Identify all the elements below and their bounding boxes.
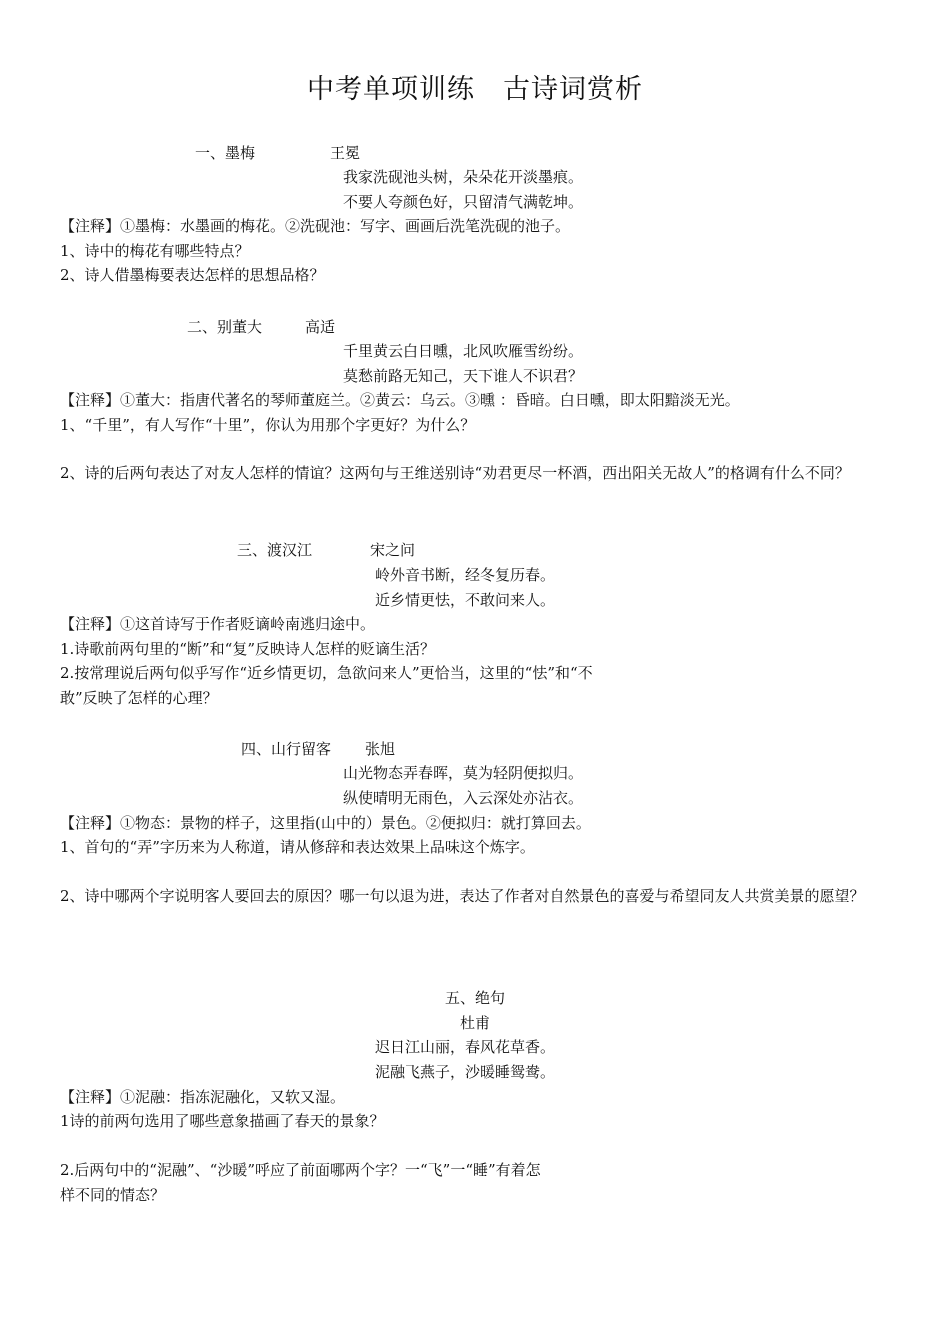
poem-4-line-2: 纵使晴明无雨色，入云深处亦沾衣。 xyxy=(343,789,584,807)
poem-2-heading: 二、别董大 xyxy=(187,318,263,336)
poem-3-note: 【注释】①这首诗写于作者贬谪岭南逃归途中。 xyxy=(60,615,376,633)
poem-3-question-2: 2.按常理说后两句似乎写作“近乡情更切，急欲问来人”更恰当，这里的“怯”和“不 xyxy=(60,664,593,682)
poem-4-question-2: 2、诗中哪两个字说明客人要回去的原因？哪一句以退为进，表达了作者对自然景色的喜爱与希望同友人共赏美景的愿望？ xyxy=(60,887,865,905)
poem-3-author: 宋之问 xyxy=(370,541,416,559)
poem-4-line-1: 山光物态弄春晖，莫为轻阴便拟归。 xyxy=(343,764,584,782)
poem-5-heading: 五、绝句 xyxy=(444,989,505,1007)
poem-2-question-2: 2、诗的后两句表达了对友人怎样的情谊？这两句与王维送别诗“劝君更尽一杯酒，西出阳关无故人”的格调有什么不同？ xyxy=(60,464,850,482)
poem-3-heading: 三、渡汉江 xyxy=(237,541,313,559)
poem-1-line-2: 不要人夸颜色好，只留清气满乾坤。 xyxy=(343,193,584,211)
poem-2-question-1: 1、“千里”，有人写作“十里”，你认为用那个字更好？为什么？ xyxy=(60,416,476,434)
poem-5-author: 杜甫 xyxy=(459,1014,490,1032)
poem-4-question-1: 1、首句的“弄”字历来为人称道，请从修辞和表达效果上品味这个炼字。 xyxy=(60,838,535,856)
poem-4-heading: 四、山行留客 xyxy=(241,740,332,758)
poem-1-question-2: 2、诗人借墨梅要表达怎样的思想品格？ xyxy=(60,266,325,284)
poem-4-author: 张旭 xyxy=(365,740,396,758)
poem-1-line-1: 我家洗砚池头树，朵朵花开淡墨痕。 xyxy=(343,168,584,186)
poem-2-author: 高适 xyxy=(305,318,336,336)
page-title: 中考单项训练 古诗词赏析 xyxy=(307,74,643,105)
poem-5-note: 【注释】①泥融：指冻泥融化，又软又湿。 xyxy=(60,1088,346,1106)
poem-4-note: 【注释】①物态：景物的样子，这里指(山中的）景色。②便拟归：就打算回去。 xyxy=(60,814,591,832)
poem-1-author: 王冕 xyxy=(330,144,361,162)
poem-1-heading: 一、墨梅 xyxy=(195,144,256,162)
poem-2-line-2: 莫愁前路无知己，天下谁人不识君？ xyxy=(343,367,584,385)
poem-3-line-1: 岭外音书断，经冬复历春。 xyxy=(375,566,556,584)
poem-1-note: 【注释】①墨梅：水墨画的梅花。②洗砚池：写字、画画后洗笔洗砚的池子。 xyxy=(60,217,571,235)
poem-2-note: 【注释】①董大：指唐代著名的琴师董庭兰。②黄云：乌云。③曛 ：昏暗。白日曛，即太阳黯淡无光。 xyxy=(60,391,740,409)
poem-5-question-2: 2.后两句中的“泥融”、“沙暖”呼应了前面哪两个字？一“飞”一“睡”有着怎 xyxy=(60,1161,541,1179)
poem-2-line-1: 千里黄云白日曛，北风吹雁雪纷纷。 xyxy=(343,342,584,360)
poem-5-line-2: 泥融飞燕子，沙暖睡鸳鸯。 xyxy=(375,1063,556,1081)
poem-1-question-1: 1、诗中的梅花有哪些特点？ xyxy=(60,242,250,260)
poem-3-question-2-cont: 敢”反映了怎样的心理？ xyxy=(60,689,218,707)
poem-5-question-1: 1诗的前两句选用了哪些意象描画了春天的景象？ xyxy=(60,1112,385,1130)
poem-3-line-2: 近乡情更怯，不敢问来人。 xyxy=(375,591,556,609)
poem-3-question-1: 1.诗歌前两句里的“断”和“复”反映诗人怎样的贬谪生活？ xyxy=(60,640,435,658)
poem-5-question-2-cont: 样不同的情态？ xyxy=(60,1186,166,1204)
poem-5-line-1: 迟日江山丽，春风花草香。 xyxy=(375,1038,556,1056)
